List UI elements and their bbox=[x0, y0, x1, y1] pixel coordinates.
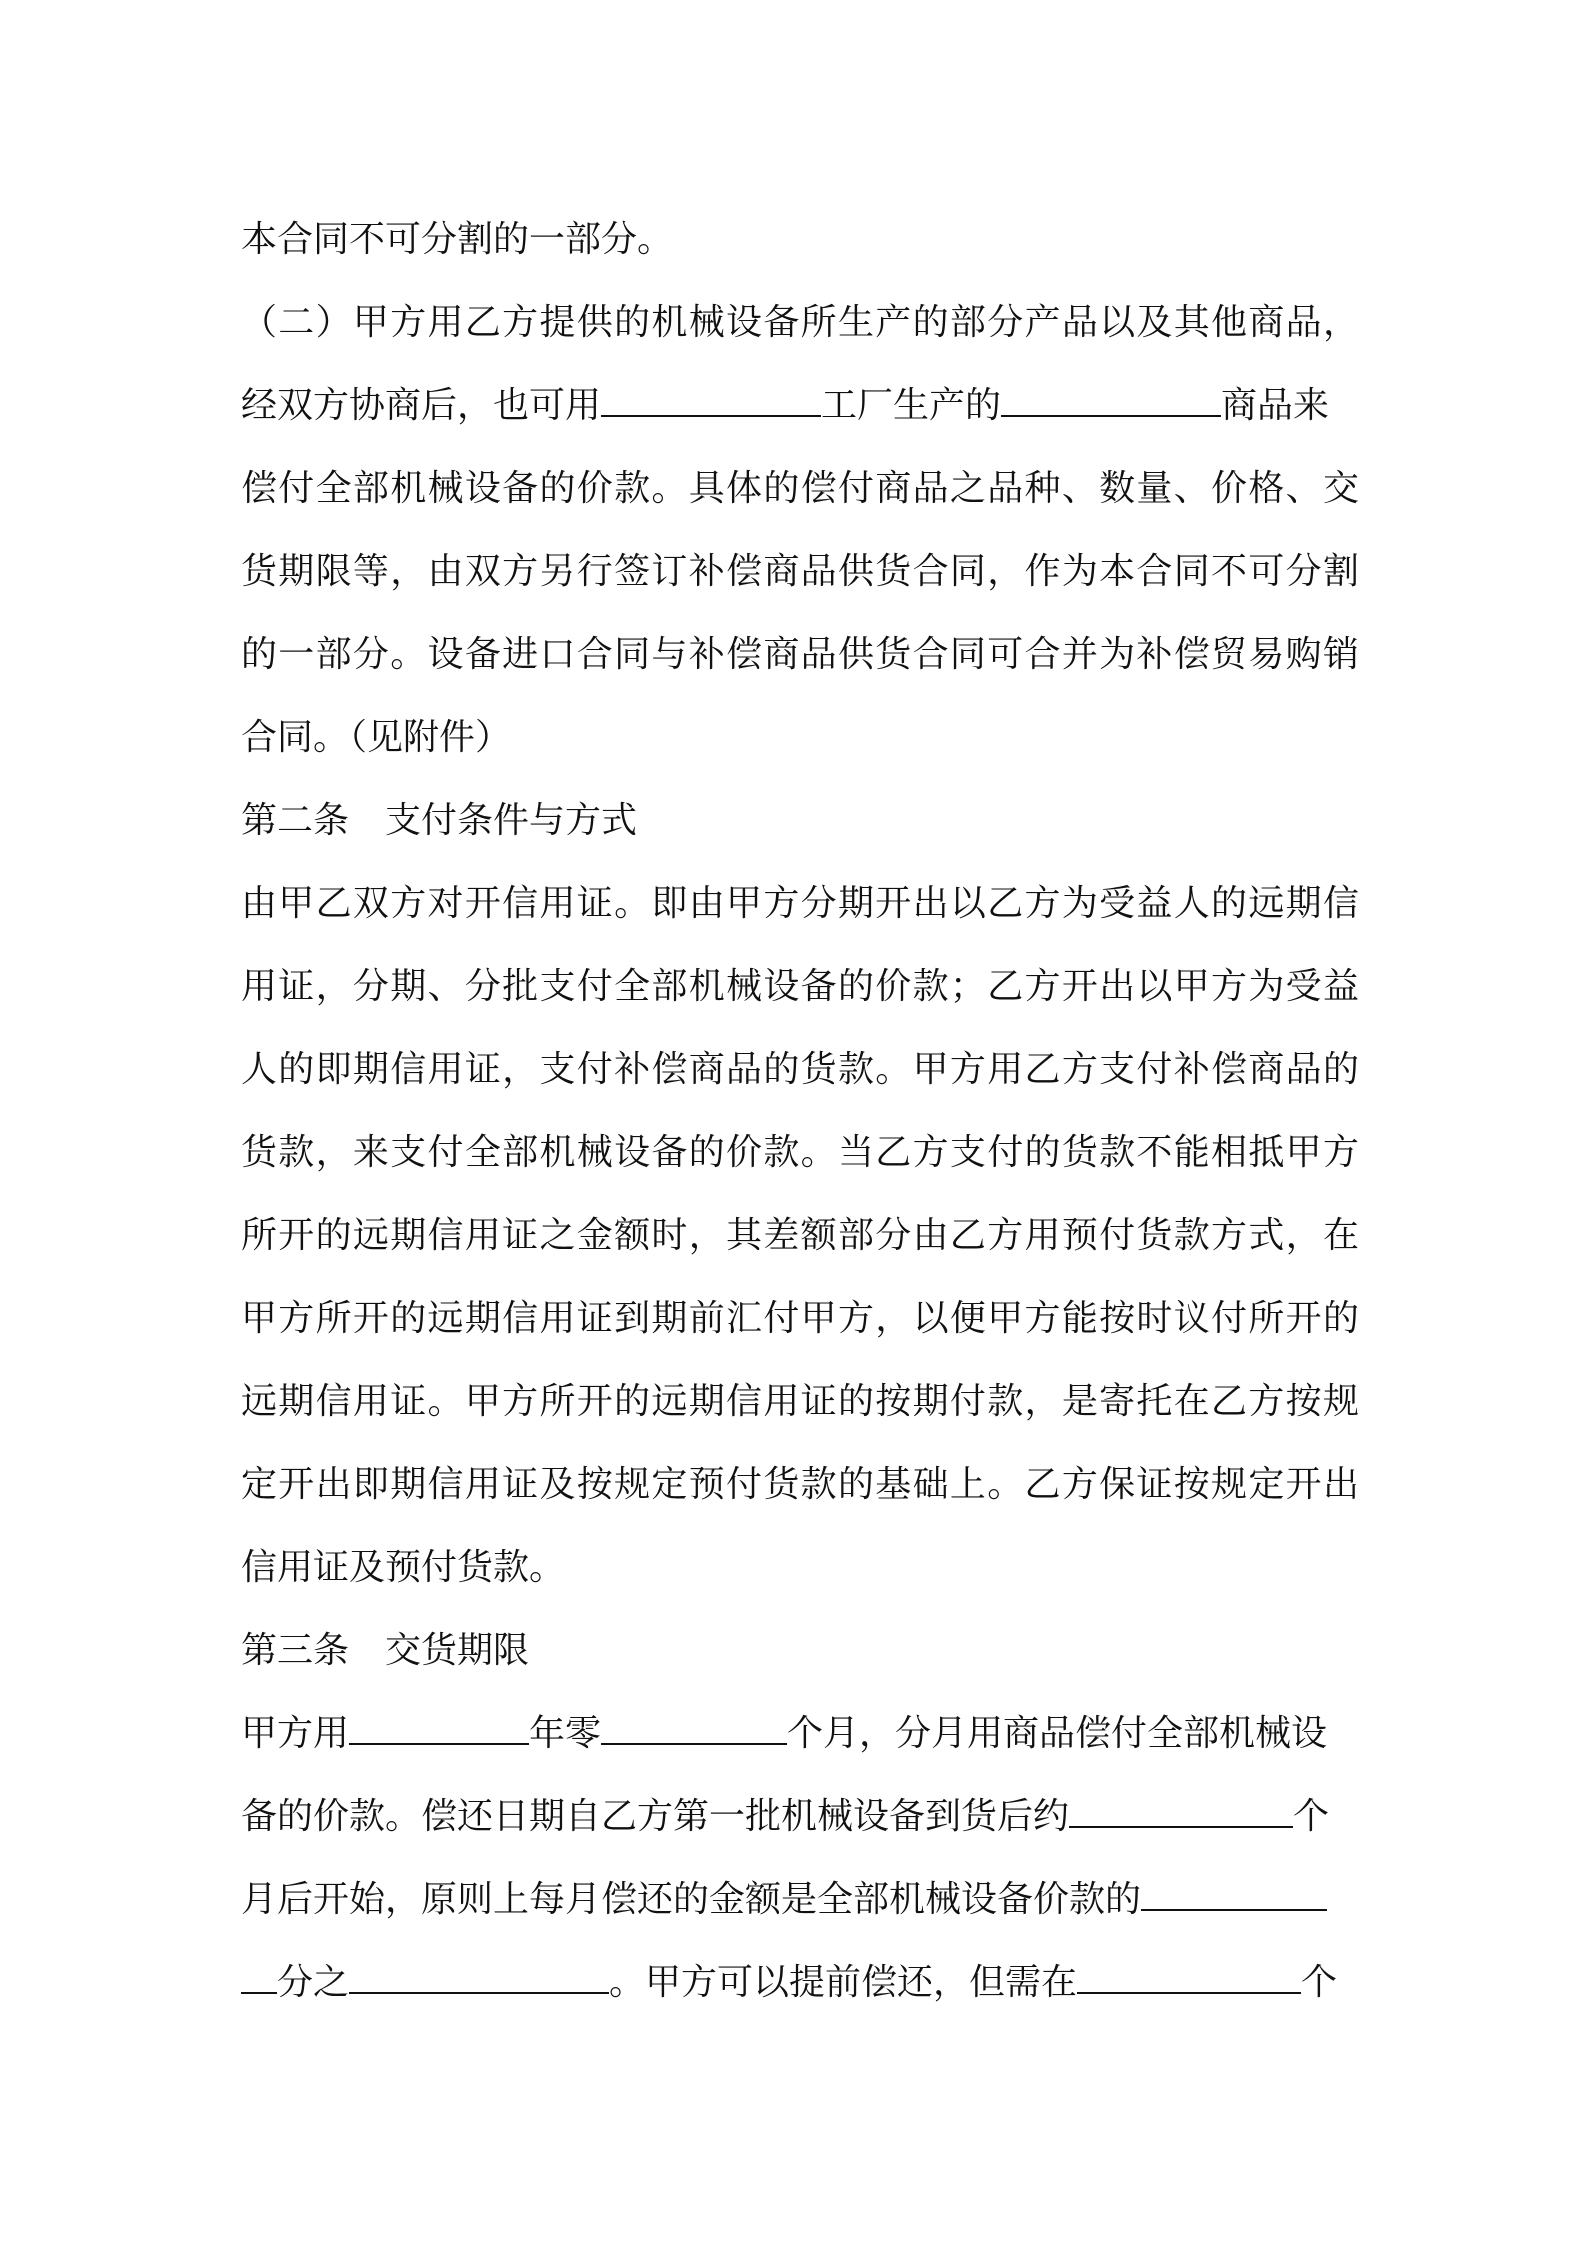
text-fragment: 分之 bbox=[277, 1962, 350, 2003]
text-line: 货期限等，由双方另行签订补偿商品供货合同，作为本合同不可分割 bbox=[241, 551, 1359, 592]
text-fragment: 。甲方可以提前偿还，但需在 bbox=[609, 1962, 1078, 2003]
text-line-with-blanks bbox=[241, 1941, 1359, 2024]
text-line-with-blanks bbox=[241, 1858, 1359, 1941]
text-line: 定开出即期信用证及按规定预付货款的基础上。乙方保证按规定开出 bbox=[241, 1464, 1359, 1505]
fill-in-blank bbox=[349, 1958, 609, 1994]
text-line-with-blanks bbox=[241, 1692, 1359, 1775]
fill-in-blank bbox=[241, 1958, 277, 1994]
text-line: 远期信用证。甲方所开的远期信用证的按期付款，是寄托在乙方按规 bbox=[241, 1381, 1359, 1422]
text-line: 本合同不可分割的一部分。 bbox=[241, 219, 674, 260]
contract-page bbox=[241, 198, 1359, 2024]
text-fragment: 甲方用 bbox=[241, 1713, 350, 1754]
fill-in-blank bbox=[1077, 1958, 1301, 1994]
text-line: 用证，分期、分批支付全部机械设备的价款；乙方开出以甲方为受益 bbox=[241, 966, 1359, 1007]
fill-in-blank bbox=[1141, 1875, 1327, 1911]
fill-in-blank bbox=[349, 1709, 529, 1745]
text-fragment: 商品来 bbox=[1221, 385, 1330, 426]
text-fragment: 个 bbox=[1301, 1962, 1338, 2003]
text-fragment: 经双方协商后，也可用 bbox=[241, 385, 602, 426]
fill-in-blank bbox=[1069, 1792, 1293, 1828]
text-line: 的一部分。设备进口合同与补偿商品供货合同可合并为补偿贸易购销 bbox=[241, 634, 1359, 675]
fill-in-blank bbox=[1001, 381, 1221, 417]
text-fragment: 备的价款。偿还日期自乙方第一批机械设备到货后约 bbox=[241, 1796, 1070, 1837]
text-line-with-blanks bbox=[241, 364, 1359, 447]
text-fragment: 工厂生产的 bbox=[821, 385, 1002, 426]
section-heading: 第二条 支付条件与方式 bbox=[241, 800, 638, 841]
text-line-with-blanks bbox=[241, 1775, 1359, 1858]
text-line: 货款，来支付全部机械设备的价款。当乙方支付的货款不能相抵甲方 bbox=[241, 1132, 1359, 1173]
text-line: 所开的远期信用证之金额时，其差额部分由乙方用预付货款方式，在 bbox=[241, 1215, 1359, 1256]
text-fragment: 个 bbox=[1293, 1796, 1330, 1837]
text-line: 人的即期信用证，支付补偿商品的货款。甲方用乙方支付补偿商品的 bbox=[241, 1049, 1359, 1090]
fill-in-blank bbox=[601, 381, 821, 417]
text-line: 信用证及预付货款。 bbox=[241, 1547, 566, 1588]
text-fragment: 个月，分月用商品偿付全部机械设 bbox=[787, 1713, 1328, 1754]
text-fragment: 月后开始，原则上每月偿还的金额是全部机械设备价款的 bbox=[241, 1879, 1142, 1920]
text-line: 合同。（见附件） bbox=[241, 717, 512, 758]
section-heading: 第三条 交货期限 bbox=[241, 1630, 530, 1671]
text-line: （二）甲方用乙方提供的机械设备所生产的部分产品以及其他商品， bbox=[241, 302, 1359, 343]
text-line: 由甲乙双方对开信用证。即由甲方分期开出以乙方为受益人的远期信 bbox=[241, 883, 1359, 924]
text-line: 甲方所开的远期信用证到期前汇付甲方，以便甲方能按时议付所开的 bbox=[241, 1298, 1359, 1339]
text-line: 偿付全部机械设备的价款。具体的偿付商品之品种、数量、价格、交 bbox=[241, 468, 1359, 509]
text-fragment: 年零 bbox=[529, 1713, 602, 1754]
fill-in-blank bbox=[601, 1709, 787, 1745]
